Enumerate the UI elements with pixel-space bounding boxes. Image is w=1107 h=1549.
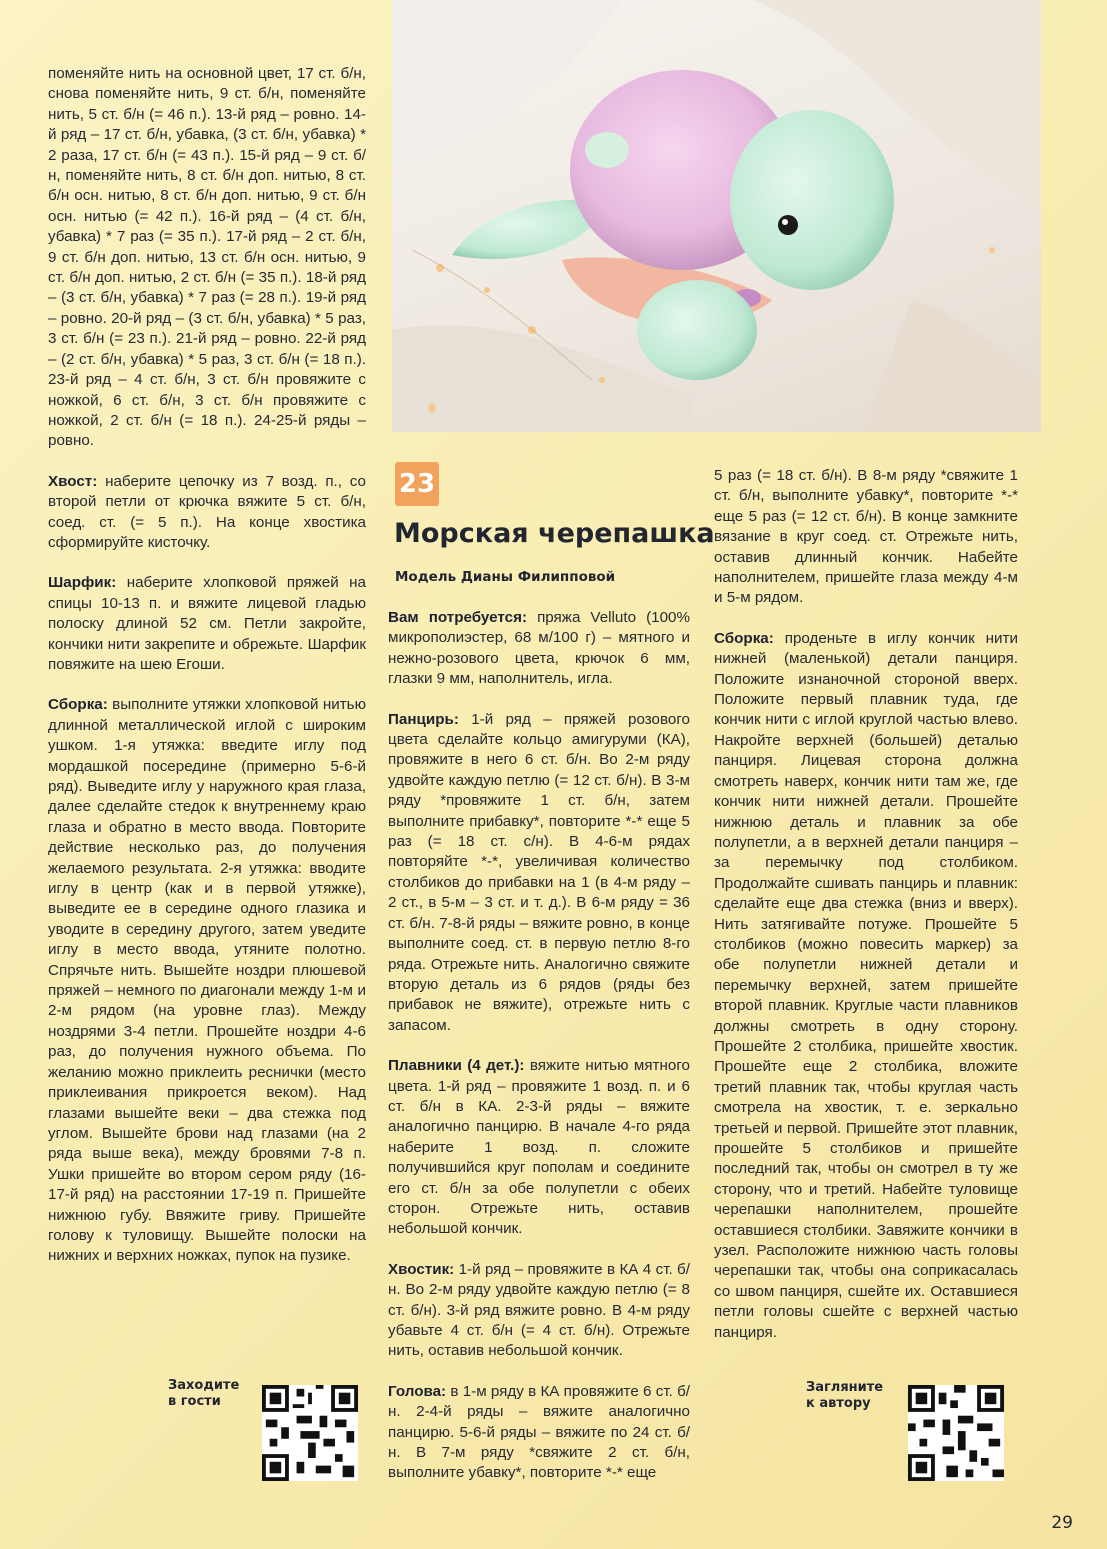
turtle-photo [392,0,1041,432]
turtle-assembly-text: проденьте в иглу кончик нити нижней (маленькой) детали панциря. Положите изнаночной стороной вверх. Положите первый плавник туда, где кончик нити с иглой круглой частью влево. Накройте верхней (большей) деталью панциря. Лицевая сторона должна смотреть наверх, кончик нити там же, где кончик нити нижней детали. Прошейте нижнюю деталь и плавник за обе полупетли, а в верхней детали панциря – за перемычку под столбиком. Продолжайте сшивать панцирь и плавник: сделайте еще два стежка (вниз и вверх). Нить затягивайте потуже. Прошейте 5 столбиков (можно повесить маркер) за обе полупетли нижней детали и перемычку верхней, затем пришейте второй плавник. Круглые части плавников должны смотреть в одну сторону. Прошейте 2 столбика, пришейте хвостик. Прошейте еще 2 столбика, вложите третий плавник так, чтобы круглая часть смотрела на хвостик, т. е. зеркально третьей и первой. Пришейте этот плавник, прошейте 5 столбиков и пришейте последний так, чтобы он смотрел в ту же сторону, что и третий. Набейте туловище черепашки наполнителем, прошейте оставшиеся столбики. Завяжите кончики в узел. Расположите нижнюю часть головы черепашки так, чтобы она соприкасалась со швом панциря, сшейте их. Оставшиеся петли головы сшейте с верхней частью панциря. [714,629,1018,1341]
assembly-text: выполните утяжки хлопковой нитью длинной металлической иглой с широким ушком. 1-я утяжка: введите иглу под мордашкой посередине (примерно 5-6-й ряд). Выведите иглу у наружного края глаза, далее сделайте стедок к внутреннему краю глаза и обратно в место ввода. Повторите действие несколько раз, до получения желаемого результата. 2-я утяжка: вводите иглу в центр (как и в первой утяжке), выведите ее в середине одного глазика и уводите в середину другого, затем уведите иглу в место ввода, утяните полотно. Спрячьте нить. Вышейте ноздри плюшевой пряжей – немного по диагонали между 1-м и 2-м рядом (на уровне глаз). Между ноздрями 3-4 петли. Прошейте ноздри 4-6 раз, до получения нужного объема. По желанию можно приклеить реснички (место приклеивания прикроется веком). Над глазами вышейте веки – два стежка под углом. Вышейте брови над глазами (на 2 ряда выше века), между бровями 7-8 п. Ушки пришейте во втором сером ряду (16-17-й ряд) на расстоянии 17-19 п. Пришейте нижнюю губу. Ввяжите гриву. Пришейте голову к туловищу. Вышейте полоски на нижних и верхних ножках, пупок на пузике. [48,696,366,1265]
turtle-tail-text: 1-й ряд – провяжите в КА 4 ст. б/н. Во 2-м ряду удвойте каждую петлю (= 8 ст. б/н). 3-й ряд вяжите ровно. В 4-м ряду убавьте 4 ст. б/н (= 4 ст. б/н). Отрежьте нить, оставив небольшой кончик. [388,1260,690,1360]
turtle-tail-heading: Хвостик: [388,1260,455,1278]
scarf-text: наберите хлопковой пряжей на спицы 10-13 п. и вяжите лицевой гладью полоску длиной 52 см. Петли закройте, кончики нити закрепите и обрежьте. Шарфик повяжите на шею Егоши. [48,574,366,673]
turtle-tail-section [388,1260,690,1362]
tail-section [48,472,366,554]
article-title: Морская черепашка [394,518,715,549]
materials-section [388,608,690,690]
materials-text: пряжа Velluto (100% микрополиэстер, 68 м/100 г) – мятного и нежно-розового цвета, крючок 6 мм, глазки 9 мм, наполнитель, игла. [388,609,690,688]
qr-left-label: Заходите в гости [168,1378,240,1409]
shell-section [388,710,690,1037]
fins-heading: Плавники (4 дет.): [388,1057,525,1075]
scarf-section [48,573,366,675]
tail-heading: Хвост: [48,472,98,490]
turtle-assembly-section [714,629,1018,1343]
head-section [388,1382,690,1484]
turtle-assembly-heading: Сборка: [714,629,774,647]
assembly-section [48,695,366,1266]
turtle-illustration [392,0,1041,432]
pattern-continuation: поменяйте нить на основной цвет, 17 ст. б/н, снова поменяйте нить, 9 ст. б/н, поменяйте нить, 5 ст. б/н (= 46 п.). 13-й ряд – ровно. 14-й ряд – 17 ст. б/н, убавка, (3 ст. б/н, убавка) * 2 раза, 17 ст. б/н (= 43 п.). 15-й ряд – 9 ст. б/н, поменяйте нить, 8 ст. б/н доп. нитью, 8 ст. б/н осн. нитью, 8 ст. б/н доп. нитью, 9 ст. б/н осн. нитью (= 42 п.). 16-й ряд – (4 ст. б/н, убавка) * 7 раз (= 35 п.). 17-й ряд – 2 ст. б/н, 9 ст. б/н доп. нитью, 13 ст. б/н осн. нитью, 9 ст. б/н доп. нитью, 2 ст. б/н (= 35 п.). 18-й ряд – (3 ст. б/н, убавка) * 7 раз (= 28 п.). 19-й ряд – ровно. 20-й ряд – (3 ст. б/н, убавка) * 5 раз, 3 ст. б/н (= 23 п.). 21-й ряд – ровно. 22-й ряд – (2 ст. б/н, убавка) * 5 раз, 3 ст. б/н (= 18 п.). 23-й ряд – 4 ст. б/н, 3 ст. б/н провяжите с ножкой, 6 ст. б/н, 3 ст. б/н провяжите с ножкой, 2 ст. б/н (= 18 п.). 24-25-й ряды – ровно. [48,65,366,450]
fins-text: вяжите нитью мятного цвета. 1-й ряд – провяжите 1 возд. п. и 6 ст. б/н в КА. 2-3-й ряды – вяжите аналогично панцирю. В начале 4-го ряда наберите 1 возд. п. сложите получившийся круг пополам и соедините его ст. б/н за обе полупетли с обеих сторон. Отрежьте нить, оставив небольшой кончик. [388,1057,690,1238]
qr-code-right[interactable] [908,1385,1004,1481]
scarf-heading: Шарфик: [48,574,117,592]
qr-code-left[interactable] [262,1385,358,1481]
fins-section [388,1056,690,1240]
materials-heading: Вам потребуется: [388,609,528,626]
qr-right-label: Загляните к автору [806,1380,884,1411]
article-number-badge: 23 [395,462,439,506]
page-number: 29 [1051,1513,1073,1533]
shell-heading: Панцирь: [388,710,459,728]
head-text: в 1-м ряду в КА провяжите 6 ст. б/н. 2-4-й ряды – вяжите аналогично панцирю. 5-6-й ряды – вяжите по 24 ст. б/н. В 7-м ряду *свяжите 2 ст. б/н, выполните убавку*, повторите *-* еще [388,1382,690,1482]
article-author: Модель Дианы Филипповой [395,569,616,585]
text-column-3 [714,466,1018,1363]
shell-text: 1-й ряд – пряжей розового цвета сделайте кольцо амигуруми (КА), провяжите в него 6 ст. б/н. Во 2-м ряду удвойте каждую петлю (= 12 ст. б/н). В 3-м ряду *провяжите 1 ст. б/н, затем выполните прибавку*, повторите *-* еще 5 раз (= 18 ст. с/н). В 4-6-м рядах повторяйте *-*, увеличивая количество столбиков до прибавки на 1 (в 4-м ряду – 2 ст., в 5-м – 3 ст. и т. д.). В 6-м ряду = 36 ст. б/н. 7-8-й ряды – вяжите ровно, в конце выполните соед. ст. в первую петлю 8-го ряда. Отрежьте нить. Аналогично свяжите вторую деталь из 6 рядов (ряды без прибавок не вяжите), отрежьте нить с запасом. [388,710,690,1034]
text-column-1 [48,64,366,1287]
text-column-2 [388,608,690,1504]
tail-text: наберите цепочку из 7 возд. п., со второй петли от крючка вяжите 5 ст. б/н, соед. ст. (= 5 п.). На конце хвостика сформируйте кисточку. [48,472,366,551]
assembly-heading: Сборка: [48,696,108,714]
head-heading: Голова: [388,1382,447,1400]
head-continuation: 5 раз (= 18 ст. б/н). В 8-м ряду *свяжите 1 ст. б/н, выполните убавку*, повторите *-* еще 5 раз (= 12 ст. б/н). В конце замкните вязание в круг соед. ст. Отрежьте нить, оставив длинный кончик. Набейте наполнителем, пришейте глаза между 4-м и 5-м рядом. [714,467,1018,607]
